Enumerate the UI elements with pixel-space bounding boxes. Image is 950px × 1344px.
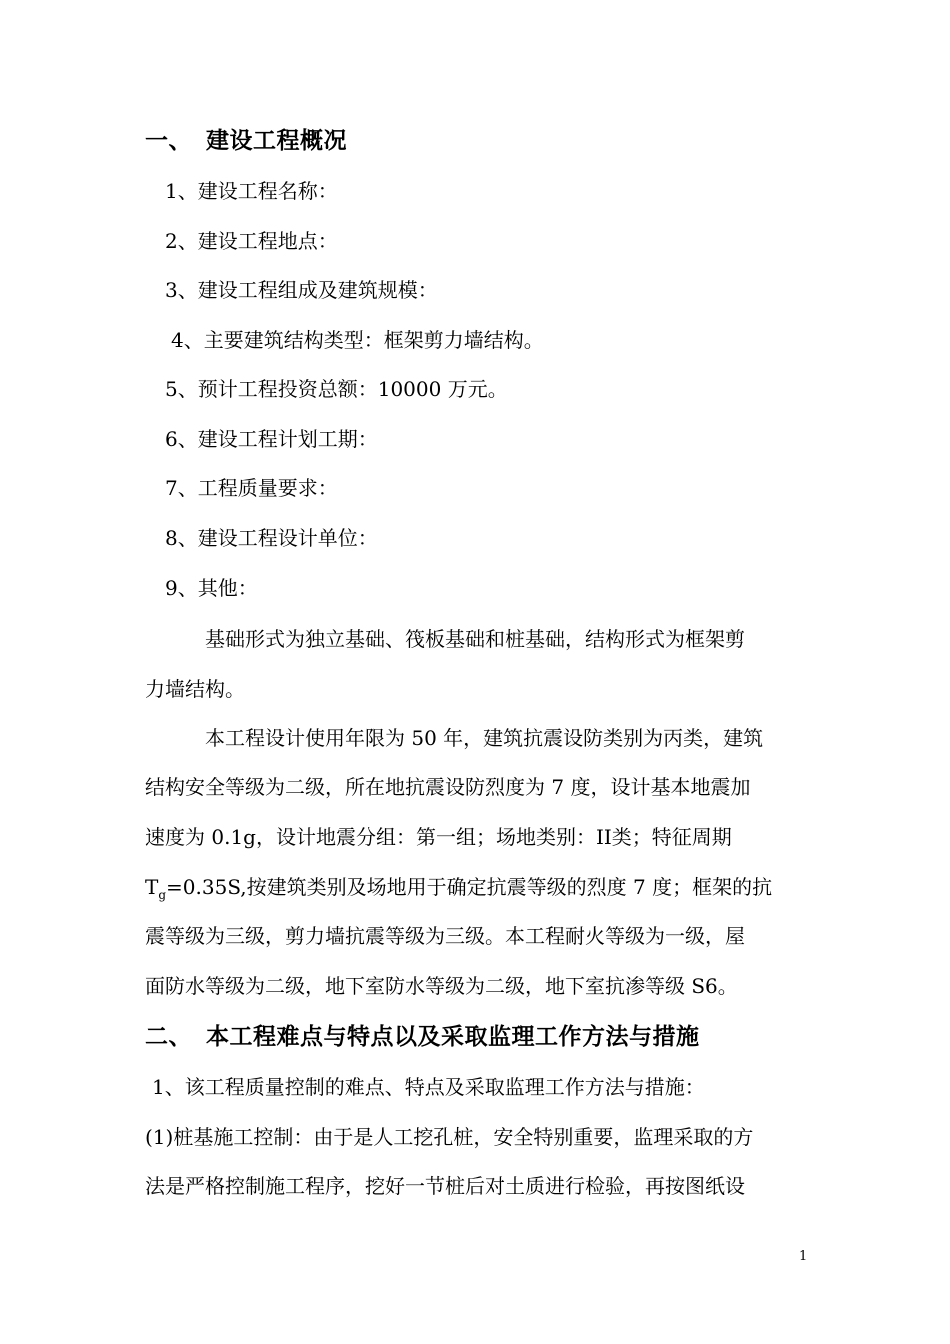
section-1-heading	[145, 128, 347, 154]
paragraph-line: 法是严格控制施工程序，挖好一节桩后对土质进行检验，再按图纸设	[145, 1174, 745, 1198]
list-item: 1、建设工程名称：	[165, 179, 338, 203]
list-item: 6、建设工程计划工期：	[165, 427, 378, 451]
section-2-heading-number: 二、	[145, 1023, 192, 1050]
paragraph-line: 结构安全等级为二级，所在地抗震设防烈度为 7 度，设计基本地震加	[145, 775, 751, 799]
paragraph-line: (1)桩基施工控制：由于是人工挖孔桩，安全特别重要，监理采取的方	[145, 1125, 754, 1149]
paragraph-line: 面防水等级为二级，地下室防水等级为二级，地下室抗渗等级 S6。	[145, 974, 738, 998]
paragraph-line: 力墙结构。	[145, 677, 245, 701]
section-2-heading-title: 本工程难点与特点以及采取监理工作方法与措施	[206, 1023, 700, 1050]
list-item: 1、该工程质量控制的难点、特点及采取监理工作方法与措施：	[152, 1075, 705, 1099]
page-number: 1	[799, 1249, 808, 1264]
paragraph-line-rest: =0.35S,按建筑类别及场地用于确定抗震等级的烈度 7 度；框架的抗	[166, 875, 773, 899]
paragraph-line: 基础形式为独立基础、筏板基础和桩基础，结构形式为框架剪	[205, 627, 745, 651]
list-item: 9、其他：	[165, 576, 258, 600]
list-item: 2、建设工程地点：	[165, 229, 338, 253]
list-item: 3、建设工程组成及建筑规模：	[165, 278, 438, 302]
section-1-heading-number: 一、	[145, 127, 192, 154]
paragraph-line: 本工程设计使用年限为 50 年，建筑抗震设防类别为丙类，建筑	[205, 726, 764, 750]
paragraph-line: 速度为 0.1g，设计地震分组：第一组；场地类别：II类；特征周期	[145, 825, 732, 849]
list-item: 4、主要建筑结构类型：框架剪力墙结构。	[171, 328, 544, 352]
section-1-heading-title: 建设工程概况	[206, 127, 347, 154]
paragraph-line: 震等级为三级，剪力墙抗震等级为三级。本工程耐火等级为一级，屋	[145, 924, 745, 948]
period-subscript: g	[158, 888, 167, 902]
list-item: 7、工程质量要求：	[165, 476, 338, 500]
period-symbol: T	[145, 875, 159, 899]
list-item: 8、建设工程设计单位：	[165, 526, 378, 550]
section-2-heading	[145, 1024, 700, 1050]
list-item: 5、预计工程投资总额：10000 万元。	[165, 377, 508, 401]
paragraph-line	[145, 874, 772, 903]
